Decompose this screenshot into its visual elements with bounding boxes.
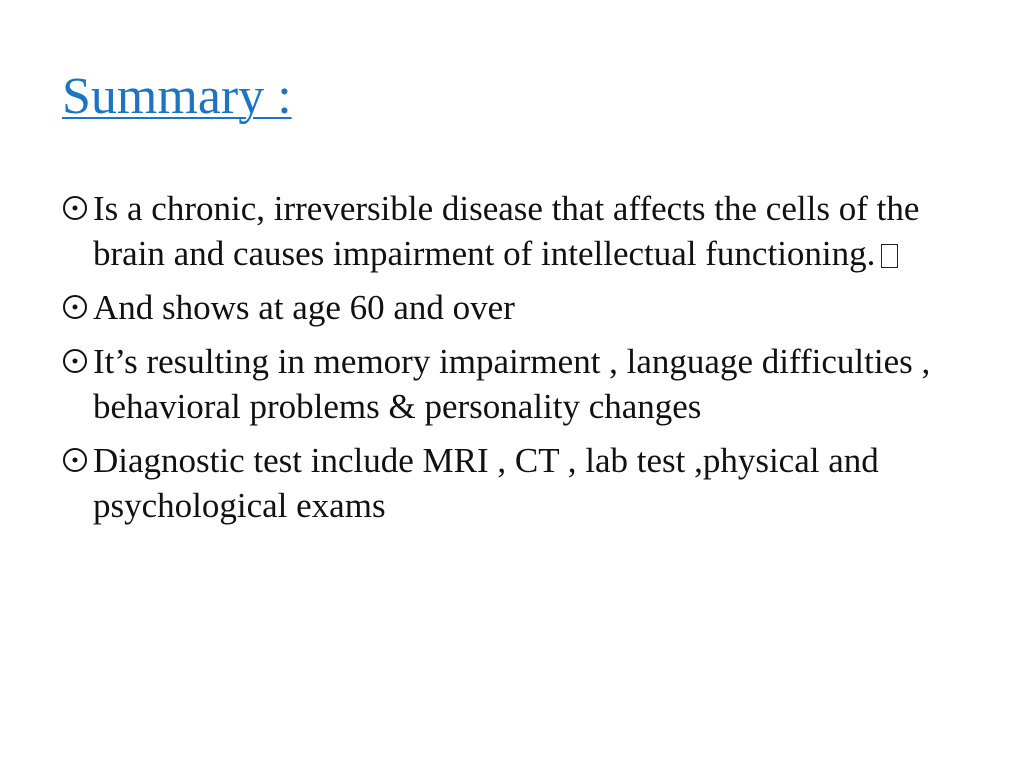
missing-glyph-box — [881, 244, 898, 268]
bullet-text: Is a chronic, irreversible disease that affects the cells of the brain and causes impairment of intellectual functioning. — [93, 189, 920, 273]
bullet-text: It’s resulting in memory impairment , language difficulties , behavioral problems & personality changes — [93, 342, 931, 426]
bullet-item — [62, 438, 962, 528]
circled-dot-icon — [62, 447, 88, 473]
circled-dot-icon — [62, 195, 88, 221]
bullet-text: And shows at age 60 and over — [93, 288, 515, 327]
bullet-item — [62, 285, 962, 330]
slide-title: Summary : — [62, 68, 292, 125]
bullet-list — [62, 186, 962, 537]
bullet-item — [62, 186, 962, 276]
circled-dot-icon — [62, 348, 88, 374]
circled-dot-icon — [62, 294, 88, 320]
bullet-item — [62, 339, 962, 429]
bullet-text: Diagnostic test include MRI , CT , lab test ,physical and psychological exams — [93, 441, 879, 525]
